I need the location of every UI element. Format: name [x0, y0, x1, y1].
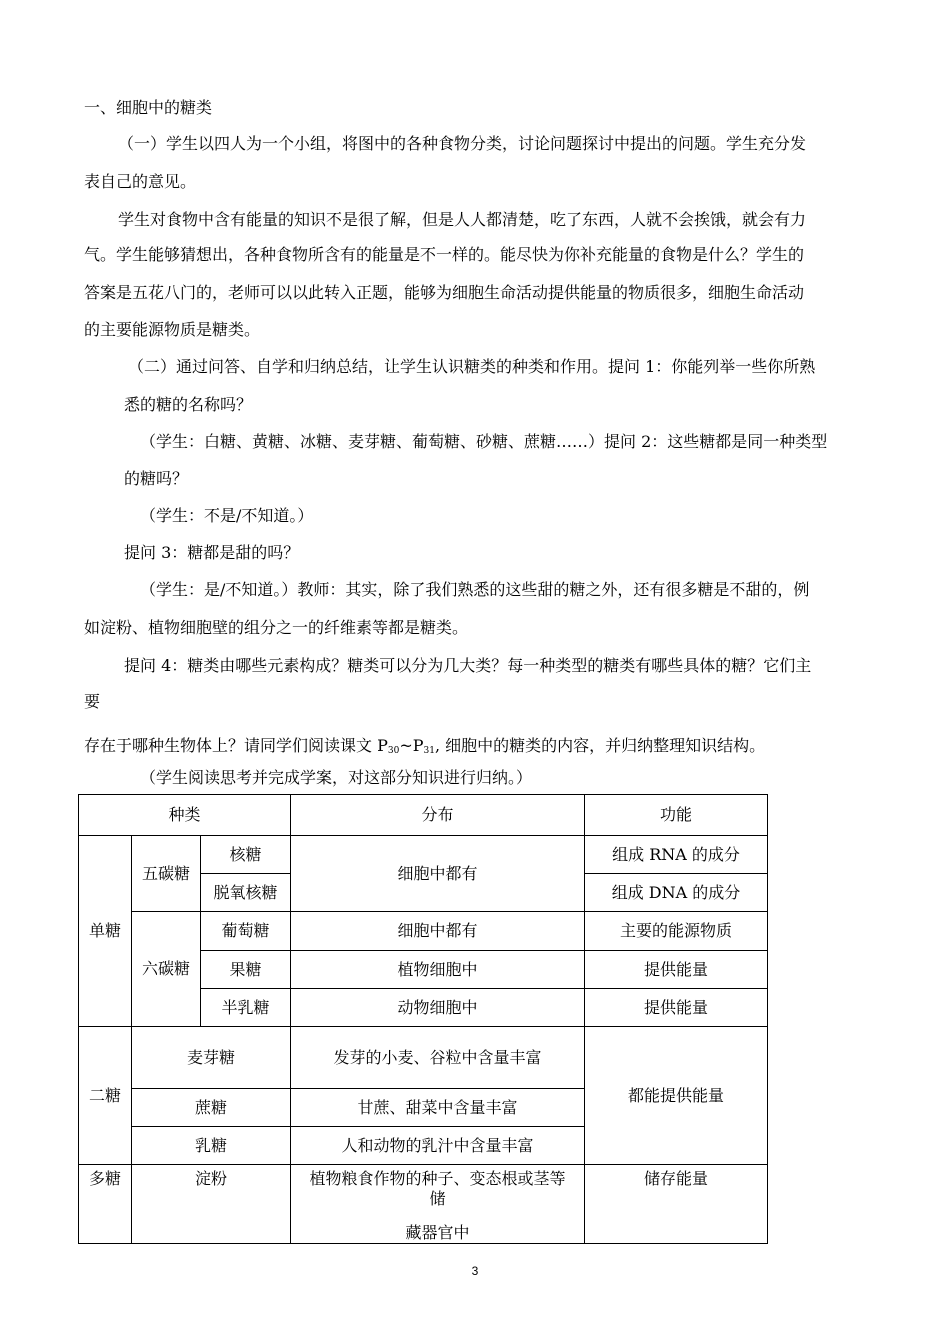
- paragraph-6: 提问 3：糖都是甜的吗？: [124, 543, 300, 562]
- paragraph-8-line-2: 要: [84, 692, 101, 711]
- page-ref-end: 31: [423, 746, 435, 756]
- paragraph-3-line-2: 悉的糖的名称吗？: [124, 395, 253, 414]
- page-ref-separator: ~P: [399, 736, 424, 755]
- galactose-distribution: 动物细胞中: [291, 989, 585, 1027]
- fructose-distribution: 植物细胞中: [291, 951, 585, 989]
- table-header-row: [79, 795, 768, 836]
- paragraph-9: [84, 736, 765, 761]
- fructose-function: 提供能量: [585, 951, 768, 989]
- lactose-distribution: 人和动物的乳汁中含量丰富: [291, 1127, 585, 1165]
- glucose-function: 主要的能源物质: [585, 912, 768, 951]
- table-row: [79, 912, 768, 951]
- paragraph-2-line-2: 气。学生能够猜想出，各种食物所含有的能量是不一样的。能尽快为你补充能量的食物是什么？学生的: [84, 245, 805, 264]
- disaccharide-label: 二糖: [79, 1027, 132, 1165]
- paragraph-2-line-1: 学生对食物中含有能量的知识不是很了解，但是人人都清楚，吃了东西，人就不会挨饿，就会有力: [118, 210, 807, 229]
- header-type: 种类: [79, 795, 291, 836]
- sucrose-distribution: 甘蔗、甜菜中含量丰富: [291, 1089, 585, 1127]
- ribose-name: 核糖: [201, 836, 291, 874]
- glucose-distribution: 细胞中都有: [291, 912, 585, 951]
- ribose-function: 组成 RNA 的成分: [585, 836, 768, 874]
- table-row: [79, 836, 768, 874]
- paragraph-9-pre: 存在于哪种生物体上？请同学们阅读课文 P: [84, 736, 388, 755]
- paragraph-10: （学生阅读思考并完成学案，对这部分知识进行归纳。）: [140, 768, 533, 787]
- paragraph-1-line-1: （一）学生以四人为一个小组，将图中的各种食物分类，讨论问题探讨中提出的问题。学生充分发: [118, 134, 807, 153]
- sucrose-name: 蔗糖: [132, 1089, 291, 1127]
- monosaccharide-label: 单糖: [79, 836, 132, 1027]
- paragraph-4-line-2: 的糖吗？: [124, 469, 189, 488]
- sugar-classification-table: [78, 794, 768, 1244]
- starch-distribution-line-1: 植物粮食作物的种子、变态根或茎等: [309, 1169, 566, 1188]
- deoxyribose-function: 组成 DNA 的成分: [585, 874, 768, 912]
- page-ref-start: 30: [387, 746, 400, 756]
- table-row: [79, 1165, 768, 1244]
- paragraph-8-line-1: 提问 4：糖类由哪些元素构成？糖类可以分为几大类？每一种类型的糖类有哪些具体的糖？它们主: [124, 656, 812, 675]
- paragraph-1-line-2: 表自己的意见。: [84, 172, 197, 191]
- section-heading: 一、细胞中的糖类: [84, 98, 213, 117]
- paragraph-9-post: , 细胞中的糖类的内容，并归纳整理知识结构。: [434, 736, 766, 755]
- deoxyribose-name: 脱氧核糖: [201, 874, 291, 912]
- table-row: [79, 1027, 768, 1089]
- disaccharide-function: 都能提供能量: [585, 1027, 768, 1165]
- fructose-name: 果糖: [201, 951, 291, 989]
- polysaccharide-label: 多糖: [79, 1165, 132, 1244]
- starch-name: 淀粉: [132, 1165, 291, 1244]
- six-carbon-label: 六碳糖: [132, 912, 201, 1027]
- lactose-name: 乳糖: [132, 1127, 291, 1165]
- paragraph-4-line-1: （学生：白糖、黄糖、冰糖、麦芽糖、葡萄糖、砂糖、蔗糖……）提问 2：这些糖都是同一种类型: [140, 432, 828, 451]
- starch-function: 储存能量: [585, 1165, 768, 1244]
- page-number: 3: [471, 1264, 479, 1278]
- header-function: 功能: [585, 795, 768, 836]
- five-carbon-label: 五碳糖: [132, 836, 201, 912]
- header-distribution: 分布: [291, 795, 585, 836]
- paragraph-7-line-1: （学生：是/不知道。）教师：其实，除了我们熟悉的这些甜的糖之外，还有很多糖是不甜的，例: [140, 580, 810, 599]
- paragraph-2-line-4: 的主要能源物质是糖类。: [84, 320, 261, 339]
- starch-distribution-line-2: 储: [429, 1189, 446, 1208]
- paragraph-2-line-3: 答案是五花八门的，老师可以以此转入正题，能够为细胞生命活动提供能量的物质很多，细胞生命活动: [84, 283, 805, 302]
- paragraph-7-line-2: 如淀粉、植物细胞壁的组分之一的纤维素等都是糖类。: [84, 618, 469, 637]
- maltose-distribution: 发芽的小麦、谷粒中含量丰富: [291, 1027, 585, 1089]
- galactose-function: 提供能量: [585, 989, 768, 1027]
- maltose-name: 麦芽糖: [132, 1027, 291, 1089]
- paragraph-5: （学生：不是/不知道。）: [140, 506, 314, 525]
- starch-distribution: [291, 1165, 585, 1244]
- paragraph-3-line-1: （二）通过问答、自学和归纳总结，让学生认识糖类的种类和作用。提问 1：你能列举一些你所熟: [128, 357, 816, 376]
- glucose-name: 葡萄糖: [201, 912, 291, 951]
- starch-distribution-line-3: 藏器官中: [405, 1223, 470, 1242]
- five-carbon-distribution: 细胞中都有: [291, 836, 585, 912]
- galactose-name: 半乳糖: [201, 989, 291, 1027]
